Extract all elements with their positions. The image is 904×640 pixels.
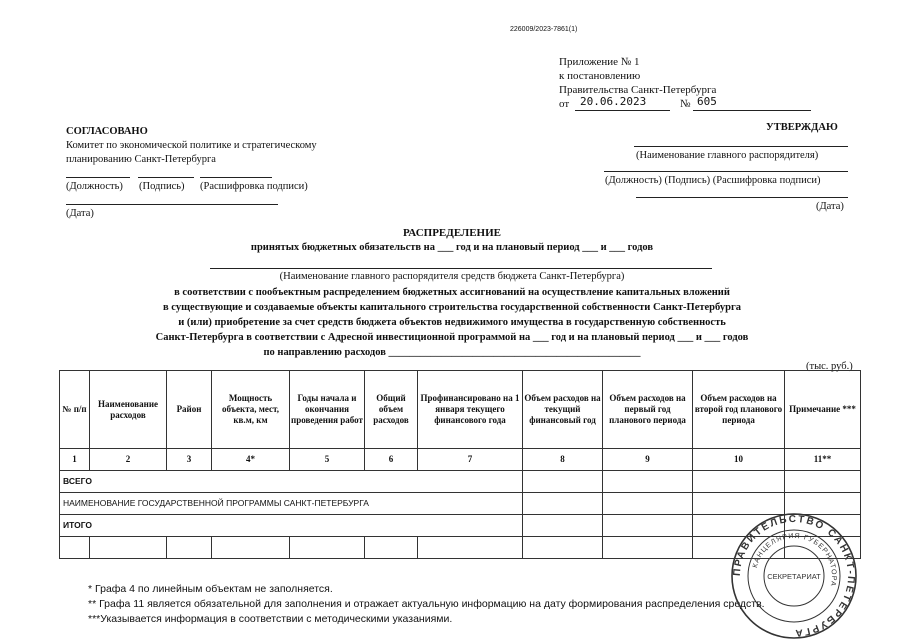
column-number-row (60, 449, 861, 471)
heading-manager: (Наименование главного распорядителя средств бюджета Санкт-Петербурга) (279, 271, 625, 282)
number-underline (693, 110, 811, 111)
column-number: 5 (290, 449, 365, 471)
table-cell (365, 537, 418, 559)
approve-date-line (636, 197, 848, 198)
appendix-line2: к постановлению (559, 70, 641, 82)
column-number: 4* (212, 449, 290, 471)
header-cell: Район (167, 371, 212, 449)
column-number: 9 (603, 449, 693, 471)
heading-line3: в существующие и создаваемые объекты капитального строительства государственной собственности Санкт-Петербурга (163, 302, 741, 313)
appendix-line3: Правительства Санкт-Петербурга (559, 84, 717, 96)
manager-line (210, 268, 712, 269)
table-cell (523, 493, 603, 515)
header-cell: Общий объем расходов (365, 371, 418, 449)
heading-line2: в соответствии с пообъектным распределением бюджетных ассигнований на осуществление капитальных вложений (174, 287, 730, 298)
header-cell: Объем расходов на текущий финансовый год (523, 371, 603, 449)
column-number: 7 (418, 449, 523, 471)
approve-date-caption: (Дата) (816, 201, 844, 212)
stamp-inner-text: КАНЦЕЛЯРИЯ ГУБЕРНАТОРА (751, 532, 838, 588)
table-cell (523, 471, 603, 493)
stamp-ring-text: ПРАВИТЕЛЬСТВО САНКТ-ПЕТЕРБУРГА (731, 513, 857, 639)
footnote-1: * Графа 4 по линейным объектам не заполняется. (88, 583, 333, 595)
table-header-row (60, 371, 861, 449)
agreed-date-line (66, 204, 278, 205)
table-cell (523, 537, 603, 559)
appendix-date: 20.06.2023 (580, 95, 647, 108)
header-cell: Профинансировано на 1 января текущего финансового года (418, 371, 523, 449)
header-cell: Примечание *** (785, 371, 861, 449)
table-cell (290, 537, 365, 559)
approve-sign-line (604, 171, 848, 172)
approve-title: УТВЕРЖДАЮ (766, 122, 838, 133)
document-title: РАСПРЕДЕЛЕНИЕ (402, 227, 501, 239)
program-label: НАИМЕНОВАНИЕ ГОСУДАРСТВЕННОЙ ПРОГРАММЫ САНКТ-ПЕТЕРБУРГА (60, 493, 523, 515)
agreed-org-line1: Комитет по экономической политике и стратегическому (66, 140, 317, 151)
table-cell (603, 493, 693, 515)
column-number: 8 (523, 449, 603, 471)
table-cell (693, 471, 785, 493)
table-cell (603, 537, 693, 559)
table-cell (603, 515, 693, 537)
column-number: 2 (90, 449, 167, 471)
position-line (66, 177, 130, 178)
table-cell (523, 515, 603, 537)
agreed-org-line2: планированию Санкт-Петербурга (66, 154, 216, 165)
table-row-total (60, 471, 861, 493)
approve-sign-caption: (Должность) (Подпись) (Расшифровка подписи) (605, 175, 821, 186)
agreed-decoding-caption: (Расшифровка подписи) (200, 181, 308, 192)
table-cell (90, 537, 167, 559)
units-label: (тыс. руб.) (806, 361, 853, 372)
official-stamp (730, 512, 858, 640)
agreed-signature-caption: (Подпись) (139, 181, 185, 192)
table-cell (60, 537, 90, 559)
header-cell: Наименование расходов (90, 371, 167, 449)
registration-number: 226009/2023-7861(1) (510, 26, 578, 33)
table-cell (418, 537, 523, 559)
appendix-line1: Приложение № 1 (559, 56, 640, 68)
header-cell: Объем расходов на второй год планового периода (693, 371, 785, 449)
footnote-3: ***Указывается информация в соответствии с методическими указаниями. (88, 613, 453, 625)
column-number: 11** (785, 449, 861, 471)
subtotal-label: ИТОГО (60, 515, 523, 537)
column-number: 10 (693, 449, 785, 471)
stamp-center-text: СЕКРЕТАРИАТ (767, 572, 821, 581)
header-cell: Объем расходов на первый год планового периода (603, 371, 693, 449)
heading-line1: принятых бюджетных обязательств на ___ год и на плановый период ___ и ___ годов (250, 242, 654, 253)
table-cell (785, 471, 861, 493)
column-number: 6 (365, 449, 418, 471)
signature-line (138, 177, 194, 178)
table-cell (212, 537, 290, 559)
table-cell (603, 471, 693, 493)
header-cell: № п/п (60, 371, 90, 449)
date-underline (575, 110, 670, 111)
column-number: 1 (60, 449, 90, 471)
agreed-title: СОГЛАСОВАНО (66, 126, 148, 137)
heading-line6: по направлению расходов ________________________________________________ (263, 347, 641, 358)
approve-manager-caption: (Наименование главного распорядителя) (636, 150, 819, 161)
column-number: 3 (167, 449, 212, 471)
header-cell: Годы начала и окончания проведения работ (290, 371, 365, 449)
main-manager-line (634, 146, 848, 147)
appendix-no-label: № (680, 98, 691, 110)
appendix-from-label: от (559, 98, 570, 110)
appendix-number: 605 (697, 95, 717, 108)
table-cell (167, 537, 212, 559)
total-label: ВСЕГО (60, 471, 523, 493)
agreed-date-caption: (Дата) (66, 208, 94, 219)
header-cell: Мощность объекта, мест, кв.м, км (212, 371, 290, 449)
agreed-position-caption: (Должность) (66, 181, 123, 192)
footnote-2: ** Графа 11 является обязательной для заполнения и отражает актуальную информацию на дату формирования распределения средств. (88, 598, 765, 610)
heading-line4: и (или) приобретение за счет средств бюджета объектов недвижимого имущества в государственную собственность (178, 317, 726, 328)
decoding-line (200, 177, 272, 178)
heading-line5: Санкт-Петербурга в соответствии с Адресной инвестиционной программой на ___ год и на плановый период ___ и ___ годов (155, 332, 749, 343)
